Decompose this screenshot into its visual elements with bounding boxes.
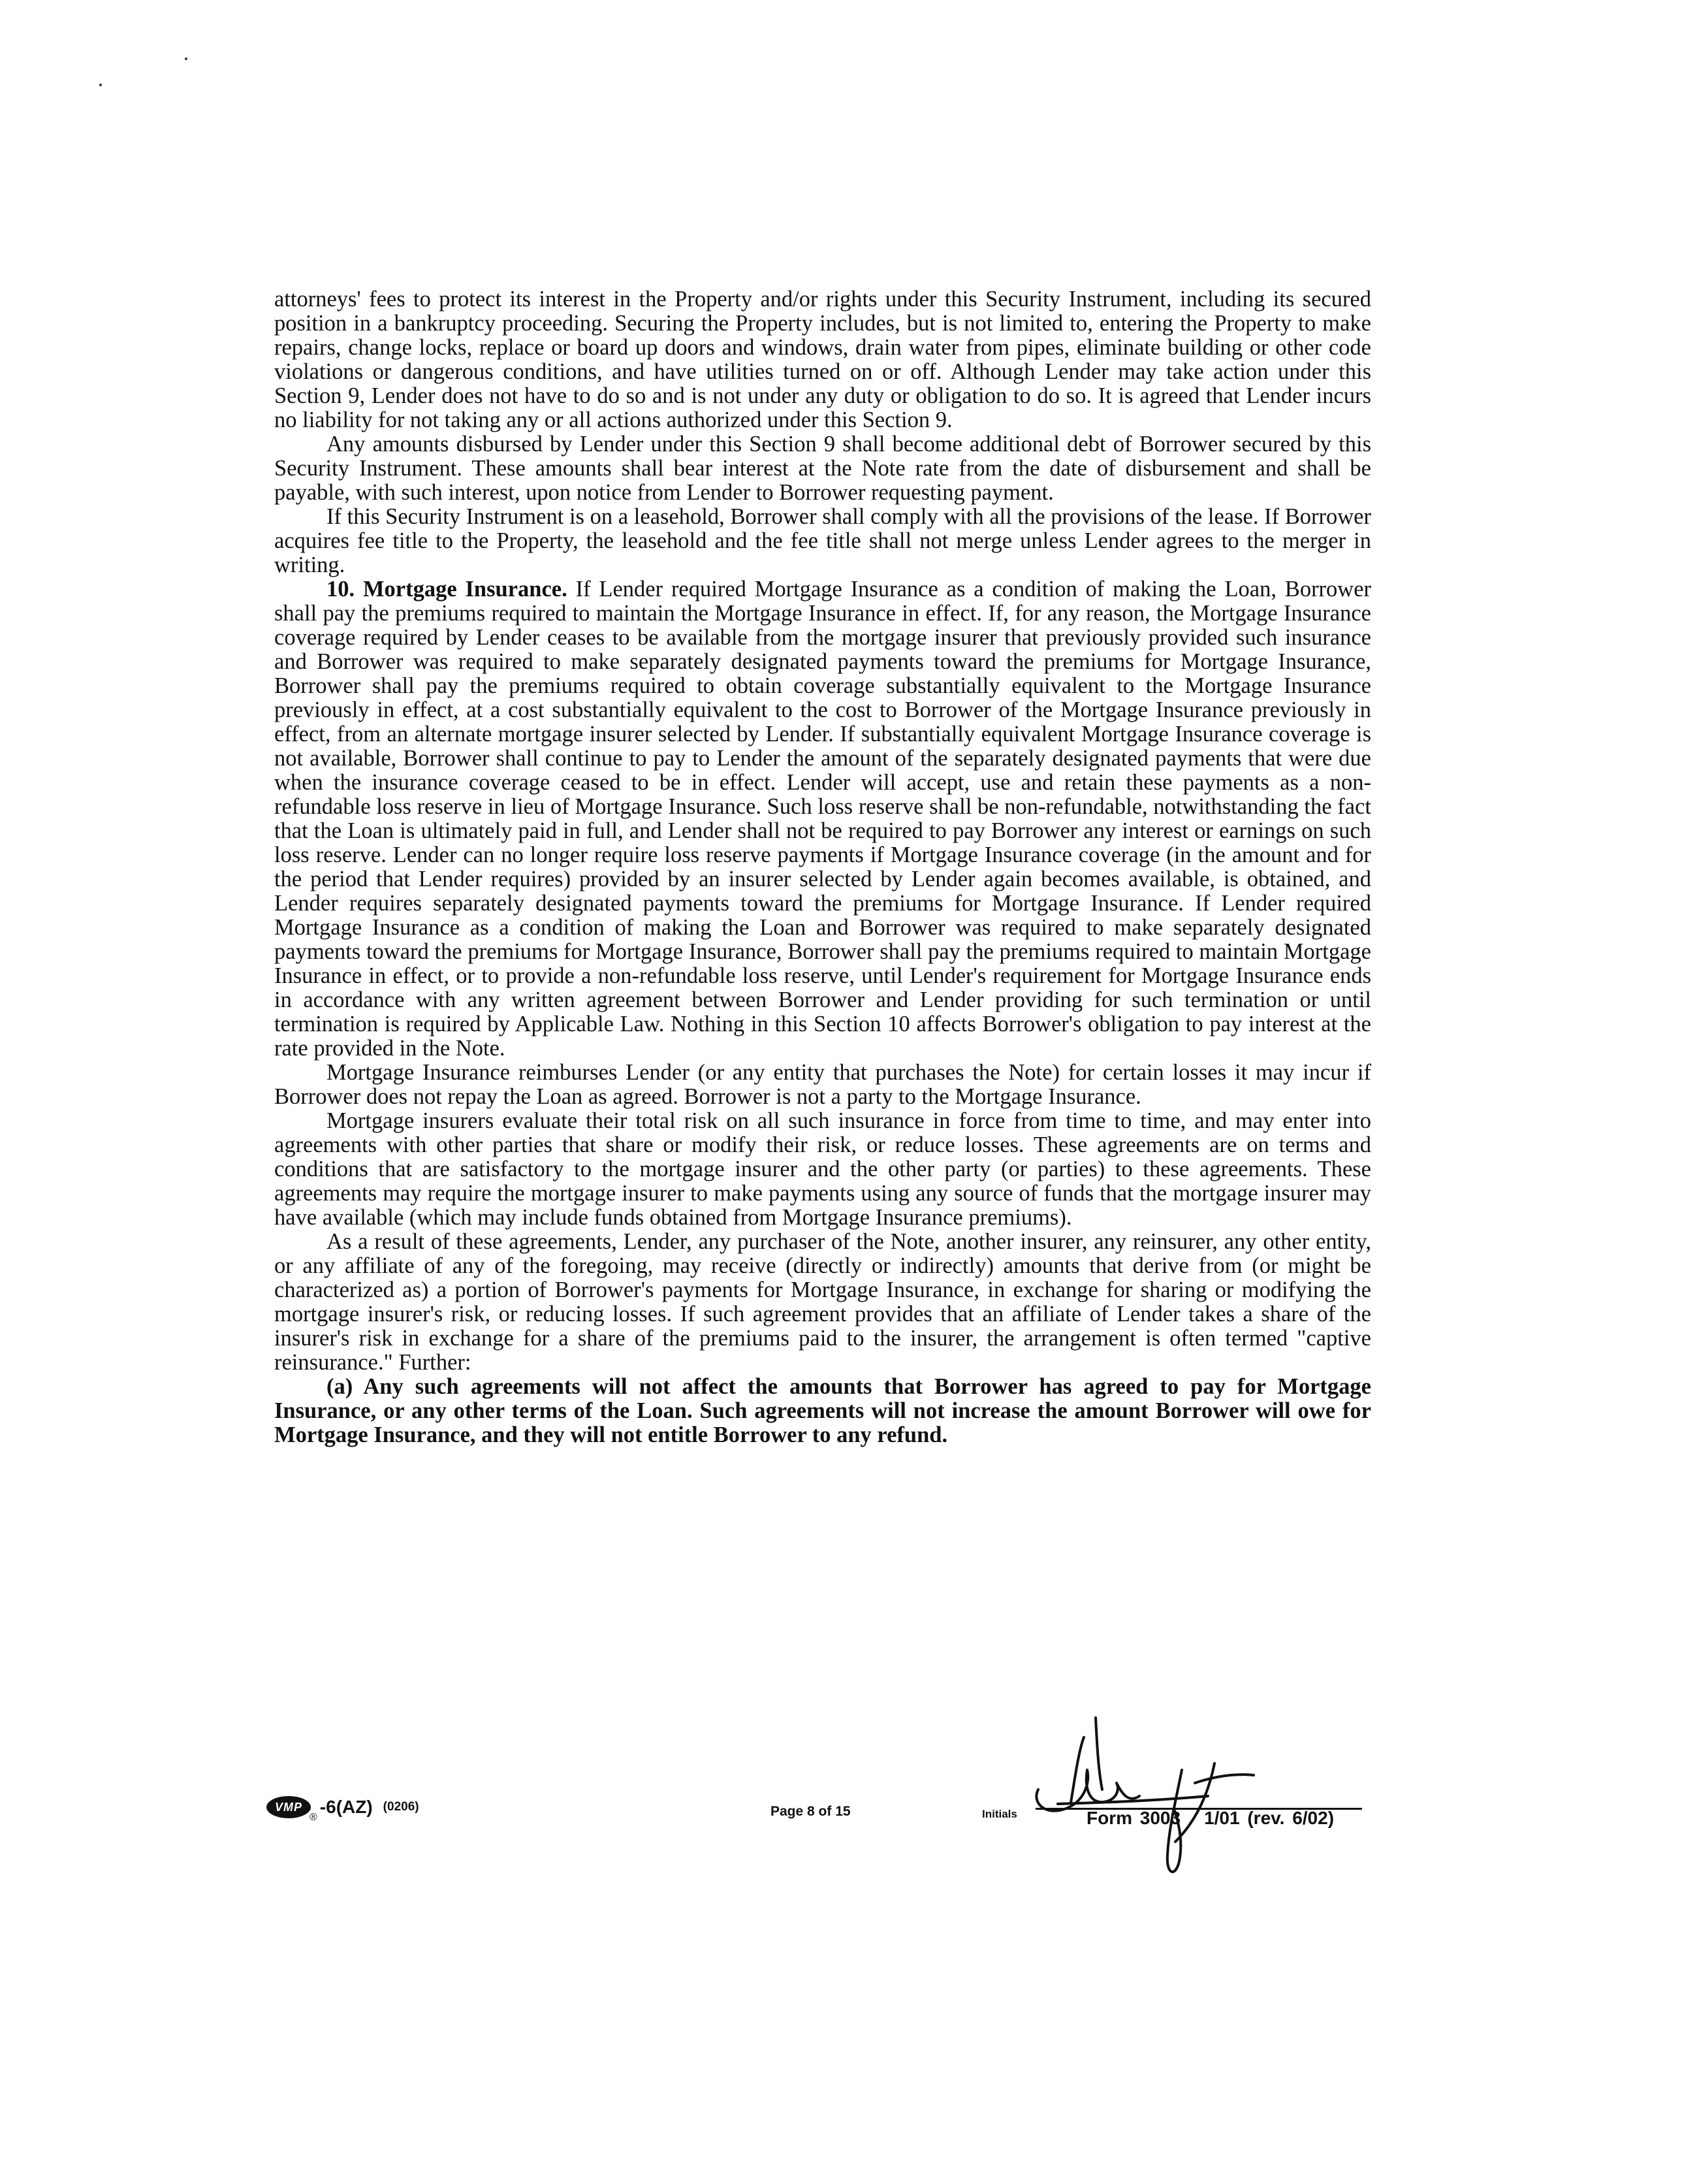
section-10-text: If Lender required Mortgage Insurance as a condition of making the Loan, Borrower shall pay the premiums required to maintain the Mortgage Insurance in effect. If, for any reason, the Mortgage Insurance coverage required by Lender ceases to be available from the mortgage insurer that previously provided such insurance and Borrower was required to make separately designated payments toward the premiums for Mortgage Insurance, Borrower shall pay the premiums required to obtain coverage substantially equivalent to the Mortgage Insurance previously in effect, at a cost substantially equivalent to the cost to Borrower of the Mortgage Insurance previously in effect, from an alternate mortgage insurer selected by Lender. If substantially equivalent Mortgage Insurance coverage is not available, Borrower shall continue to pay to Lender the amount of the separately designated payments that were due when the insurance coverage ceased to be in effect. Lender will accept, use and retain these payments as a non-refundable loss reserve in lieu of Mortgage Insurance. Such loss reserve shall be non-refundable, notwithstanding the fact that the Loan is ultimately paid in full, and Lender shall not be required to pay Borrower any interest or earnings on such loss reserve. Lender can no longer require loss reserve payments if Mortgage Insurance coverage (in the amount and for the period that Lender requires) provided by an insurer selected by Lender again becomes available, is obtained, and Lender requires separately designated payments toward the premiums for Mortgage Insurance. If Lender required Mortgage Insurance as a condition of making the Loan and Borrower was required to make separately designated payments toward the premiums for Mortgage Insurance, Borrower shall pay the premiums required to maintain Mortgage Insurance in effect, or to provide a non-refundable loss reserve, until Lender's requirement for Mortgage Insurance ends in accordance with any written agreement between Borrower and Lender providing for such termination or until termination is required by Applicable Law. Nothing in this Section 10 affects Borrower's obligation to pay interest at the rate provided in the Note. [274,577,1372,1061]
registered-mark: ® [309,1812,317,1823]
paragraph: If this Security Instrument is on a leasehold, Borrower shall comply with all the provisions of the lease. If Borrower acquires fee title to the Property, the leasehold and the fee title shall not merge unless Lender agrees to the merger in writing. [274,504,1371,577]
paragraph: Mortgage Insurance reimburses Lender (or any entity that purchases the Note) for certain losses it may incur if Borrower does not repay the Loan as agreed. Borrower is not a party to the Mortgage Insurance. [274,1060,1371,1109]
form-number: Form 3003 [1087,1808,1181,1828]
initials-line [1036,1808,1362,1810]
paragraph: Any amounts disbursed by Lender under this Section 9 shall become additional debt of Borrower secured by this Security Instrument. These amounts shall bear interest at the Note rate from the date of disbursement and shall be payable, with such interest, upon notice from Lender to Borrower requesting payment. [274,432,1371,505]
paragraph: attorneys' fees to protect its interest in the Property and/or rights under this Security Instrument, including its secured position in a bankruptcy proceeding. Securing the Property includes, but is not limited to, entering the Property to make repairs, change locks, replace or board up doors and windows, drain water from pipes, eliminate building or other code violations or dangerous conditions, and have utilities turned on or off. Although Lender may take action under this Section 9, Lender does not have to do so and is not under any duty or obligation to do so. It is agreed that Lender incurs no liability for not taking any or all actions authorized under this Section 9. [274,287,1371,432]
form-logo [266,1796,419,1823]
page-number: Page 8 of 15 [770,1804,851,1819]
form-revision: 1/01 (rev. 6/02) [1204,1808,1335,1828]
scan-speck [99,84,102,86]
form-date: (0206) [383,1800,419,1814]
vmp-logo-icon: VMP [266,1796,311,1818]
initials-signature-icon [1019,1692,1267,1881]
section-10-heading: 10. Mortgage Insurance. [326,577,567,602]
form-id [1087,1808,1334,1829]
form-code: -6(AZ) [319,1797,373,1817]
paragraph: As a result of these agreements, Lender, any purchaser of the Note, another insurer, any reinsurer, any other entity, or any affiliate of any of the foregoing, may receive (directly or indirectly) amounts that derive from (or might be characterized as) a portion of Borrower's payments for Mortgage Insurance, in exchange for sharing or modifying the mortgage insurer's risk, or reducing losses. If such agreement provides that an affiliate of Lender takes a share of the insurer's risk in exchange for a share of the premiums paid to the insurer, the arrangement is often termed "captive reinsurance." Further: [274,1229,1371,1375]
document-body [274,287,1371,1447]
scan-speck [185,57,187,60]
bold-paragraph-a: (a) Any such agreements will not affect the amounts that Borrower has agreed to pay for Mortgage Insurance, or any other terms of the Loan. Such agreements will not increase the amount Borrower will owe for Mortgage Insurance, and they will not entitle Borrower to any refund. [274,1374,1371,1447]
initials-label: Initials [982,1808,1017,1820]
paragraph: Mortgage insurers evaluate their total risk on all such insurance in force from time to time, and may enter into agreements with other parties that share or modify their risk, or reduce losses. These agreements are on terms and conditions that are satisfactory to the mortgage insurer and the other party (or parties) to these agreements. These agreements may require the mortgage insurer to make payments using any source of funds that the mortgage insurer may have available (which may include funds obtained from Mortgage Insurance premiums). [274,1108,1371,1230]
section-10-paragraph [274,577,1371,1061]
